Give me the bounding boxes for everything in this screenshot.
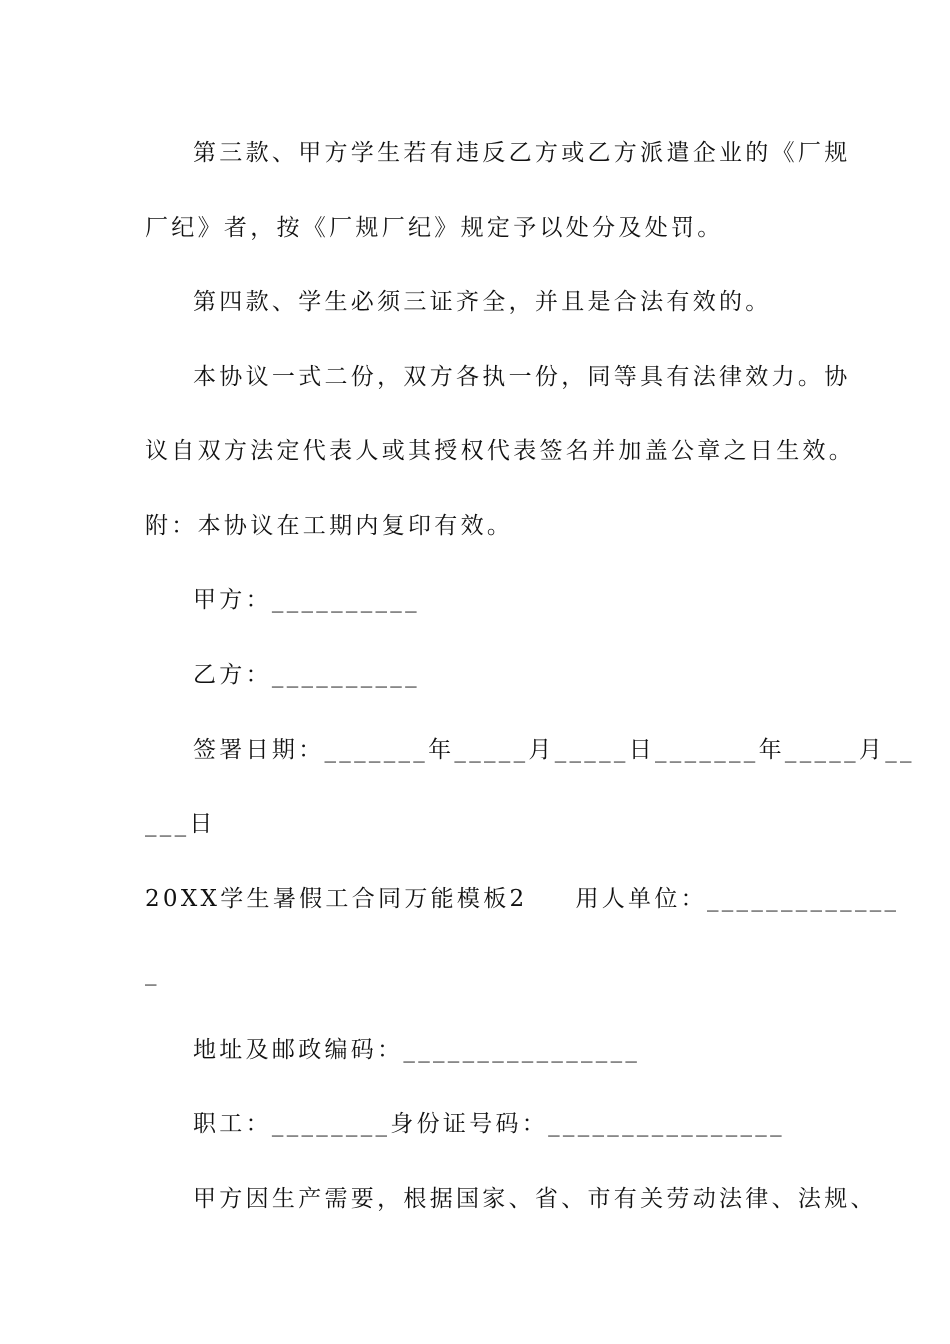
paragraph-clause-3-line-2: 厂纪》者，按《厂规厂纪》规定予以处分及处罚。 xyxy=(145,215,724,241)
employee-id-field: 职工：________身份证号码：________________ xyxy=(193,1111,785,1137)
paragraph-clause-3-line-1: 第三款、甲方学生若有违反乙方或乙方派遣企业的《厂规 xyxy=(193,140,851,166)
template-title-row xyxy=(145,884,900,914)
paragraph-copies-line-1: 本协议一式二份，双方各执一份，同等具有法律效力。协 xyxy=(193,364,851,390)
paragraph-production-needs: 甲方因生产需要，根据国家、省、市有关劳动法律、法规、 xyxy=(193,1186,877,1212)
party-b-signature-field: 乙方：__________ xyxy=(193,662,420,688)
signing-date-field-line-2: ___日 xyxy=(145,811,216,837)
signing-date-field-line-1: 签署日期：_______年_____月_____日_______年_____月__ xyxy=(193,737,915,763)
template-title: 20XX学生暑假工合同万能模板2 xyxy=(145,886,528,912)
party-a-signature-field: 甲方：__________ xyxy=(193,587,420,613)
attachment-note: 附：本协议在工期内复印有效。 xyxy=(145,513,514,539)
paragraph-clause-4: 第四款、学生必须三证齐全，并且是合法有效的。 xyxy=(193,289,772,315)
employer-field: 用人单位：_____________ xyxy=(575,886,900,912)
paragraph-copies-line-2: 议自双方法定代表人或其授权代表签名并加盖公章之日生效。 xyxy=(145,438,856,464)
employer-field-continuation: _ xyxy=(145,960,160,986)
address-postcode-field: 地址及邮政编码：________________ xyxy=(193,1037,641,1063)
